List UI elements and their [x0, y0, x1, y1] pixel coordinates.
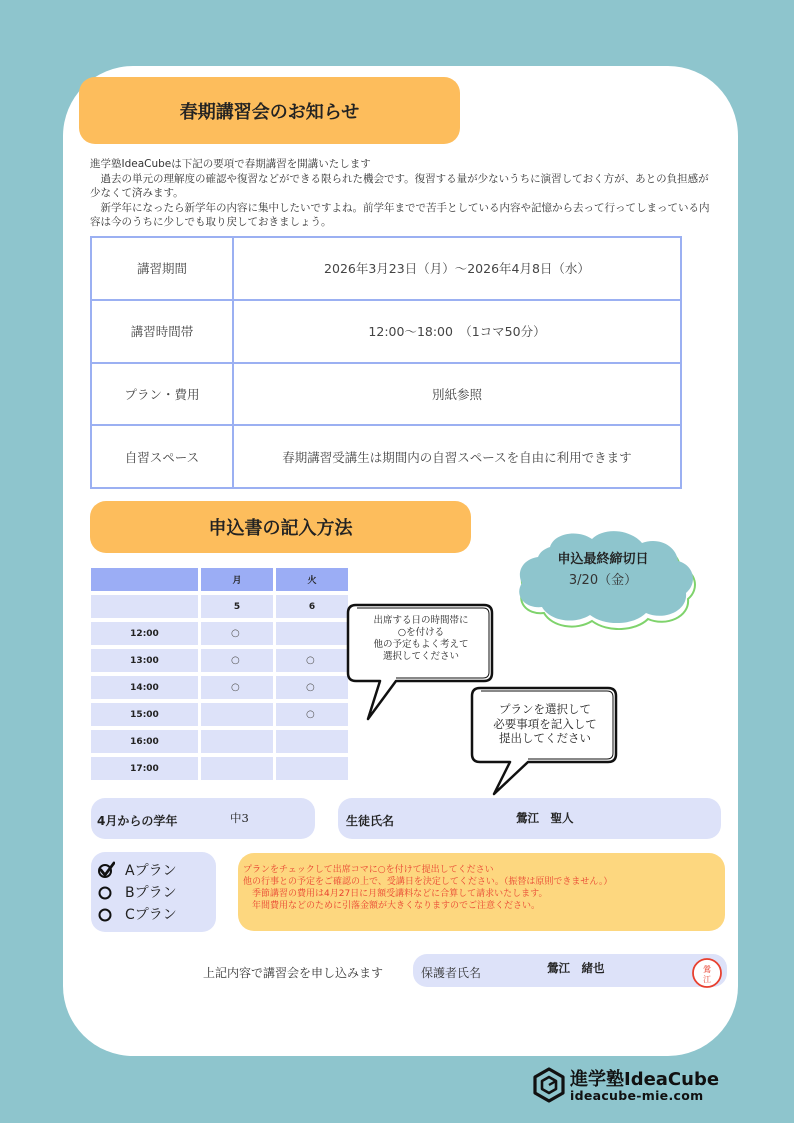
slot-mark[interactable]	[201, 730, 273, 753]
bubble-1-line: 選択してください	[382, 651, 459, 662]
plan-option-c[interactable]	[97, 904, 177, 924]
info-label: 講習時間帯	[91, 300, 233, 363]
info-value: 12:00～18:00 （1コマ50分）	[233, 300, 681, 363]
bubble-1-line: 出席する日の時間帯に	[373, 615, 469, 626]
info-label: プラン・費用	[91, 363, 233, 426]
time-slot: 12:00	[91, 622, 198, 645]
slot-mark[interactable]	[276, 757, 348, 780]
radio-circle-icon[interactable]	[97, 883, 115, 901]
guardian-name-field[interactable]	[413, 954, 727, 987]
time-slot: 16:00	[91, 730, 198, 753]
plan-label: Cプラン	[125, 907, 177, 923]
deadline-label: 申込最終締切日	[557, 552, 649, 567]
application-text: 上記内容で講習会を申し込みます	[203, 966, 384, 980]
info-value: 2026年3月23日（月）～2026年4月8日（水）	[233, 237, 681, 300]
page-title-text: 春期講習会のお知らせ	[179, 101, 360, 123]
bubble-2-line: 必要事項を記入して	[493, 716, 597, 731]
date-header: 6	[276, 595, 348, 618]
plan-option-b[interactable]	[97, 882, 177, 902]
grade-label: 4月からの学年	[97, 814, 178, 828]
student-name-label: 生徒氏名	[346, 814, 395, 828]
student-name-field[interactable]	[338, 798, 721, 839]
slot-mark[interactable]: ○	[276, 676, 348, 699]
plan-label: Bプラン	[125, 885, 177, 901]
guardian-name-label: 保護者氏名	[421, 966, 482, 980]
table-row	[91, 237, 681, 300]
slot-mark[interactable]: ○	[276, 649, 348, 672]
plan-label: Aプラン	[125, 863, 177, 879]
time-slot: 14:00	[91, 676, 198, 699]
section-title	[90, 501, 471, 553]
bubble-2-text	[474, 702, 616, 746]
slot-mark[interactable]	[201, 757, 273, 780]
info-value: 春期講習受講生は期間内の自習スペースを自由に利用できます	[233, 425, 681, 488]
note-line: プランをチェックして出席コマに○を付けて提出してください	[243, 865, 494, 875]
slot-mark[interactable]: ○	[201, 676, 273, 699]
radio-circle-icon[interactable]	[97, 905, 115, 923]
plan-option-a[interactable]	[97, 860, 177, 880]
weekday-header: 月	[201, 568, 273, 591]
note-line: 年間費用などのために引落金額が大きくなりますのでご注意ください。	[243, 901, 541, 911]
deadline-text	[508, 548, 698, 588]
info-value: 別紙参照	[233, 363, 681, 426]
intro-line-2: 過去の単元の理解度の確認や復習などができる限られた機会です。復習する量が少ないうちに演習しておく方が、あとの負担感が少なくて済みます。	[90, 172, 709, 199]
slot-mark[interactable]: ○	[201, 622, 273, 645]
page-title	[79, 77, 460, 144]
intro-text	[90, 157, 710, 230]
info-label: 講習期間	[91, 237, 233, 300]
seal-stamp	[691, 957, 723, 989]
course-info-table	[90, 236, 682, 489]
slot-mark[interactable]	[276, 730, 348, 753]
slot-mark[interactable]: ○	[276, 703, 348, 726]
bubble-2-line: プランを選択して	[499, 702, 591, 716]
cube-icon	[533, 1067, 565, 1103]
svg-text:江: 江	[703, 975, 711, 984]
grid-corner	[91, 568, 198, 591]
time-slot: 13:00	[91, 649, 198, 672]
slot-mark[interactable]	[201, 703, 273, 726]
table-row	[91, 300, 681, 363]
logo-name: 進学塾IdeaCube	[570, 1069, 720, 1090]
info-label: 自習スペース	[91, 425, 233, 488]
date-header: 5	[201, 595, 273, 618]
student-name-value: 鶯江 聖人	[516, 811, 574, 825]
note-line: 季節講習の費用は4月27日に月額受講料などに合算して請求いたします。	[243, 889, 548, 899]
instruction-note	[238, 853, 725, 931]
slot-mark[interactable]: ○	[201, 649, 273, 672]
bubble-2-line: 提出してください	[499, 731, 591, 745]
table-row	[91, 363, 681, 426]
intro-line-1: 進学塾IdeaCubeは下記の要項で春期講習を開講いたします	[90, 158, 371, 170]
grade-value: 中3	[230, 811, 249, 825]
time-slot: 17:00	[91, 757, 198, 780]
bubble-1-line: ○を付ける	[397, 627, 445, 638]
guardian-name-value: 鶯江 緒也	[547, 961, 605, 975]
plan-selector	[91, 852, 216, 932]
bubble-1-line: 他の予定もよく考えて	[373, 639, 469, 650]
time-slot: 15:00	[91, 703, 198, 726]
grade-field[interactable]	[91, 798, 315, 839]
bubble-1-text	[350, 615, 492, 663]
weekday-header: 火	[276, 568, 348, 591]
grid-blank	[91, 595, 198, 618]
intro-line-3: 新学年になったら新学年の内容に集中したいですよね。前学年までで苦手としている内容や記憶から去って行ってしまっている内容は今のうちに少しでも取り戻しておきましょう。	[90, 201, 710, 228]
school-logo	[533, 1065, 733, 1107]
table-row	[91, 425, 681, 488]
deadline-date: 3/20（金）	[568, 573, 638, 588]
slot-mark[interactable]	[276, 622, 348, 645]
section-title-text: 申込書の記入方法	[208, 518, 353, 539]
logo-url: ideacube-mie.com	[570, 1088, 704, 1103]
checked-checkbox-icon[interactable]	[97, 861, 115, 879]
svg-text:鶯: 鶯	[703, 965, 711, 974]
note-line: 他の行事との予定をご確認の上で、受講日を決定してください。（振替は原則できません。）	[243, 877, 613, 887]
